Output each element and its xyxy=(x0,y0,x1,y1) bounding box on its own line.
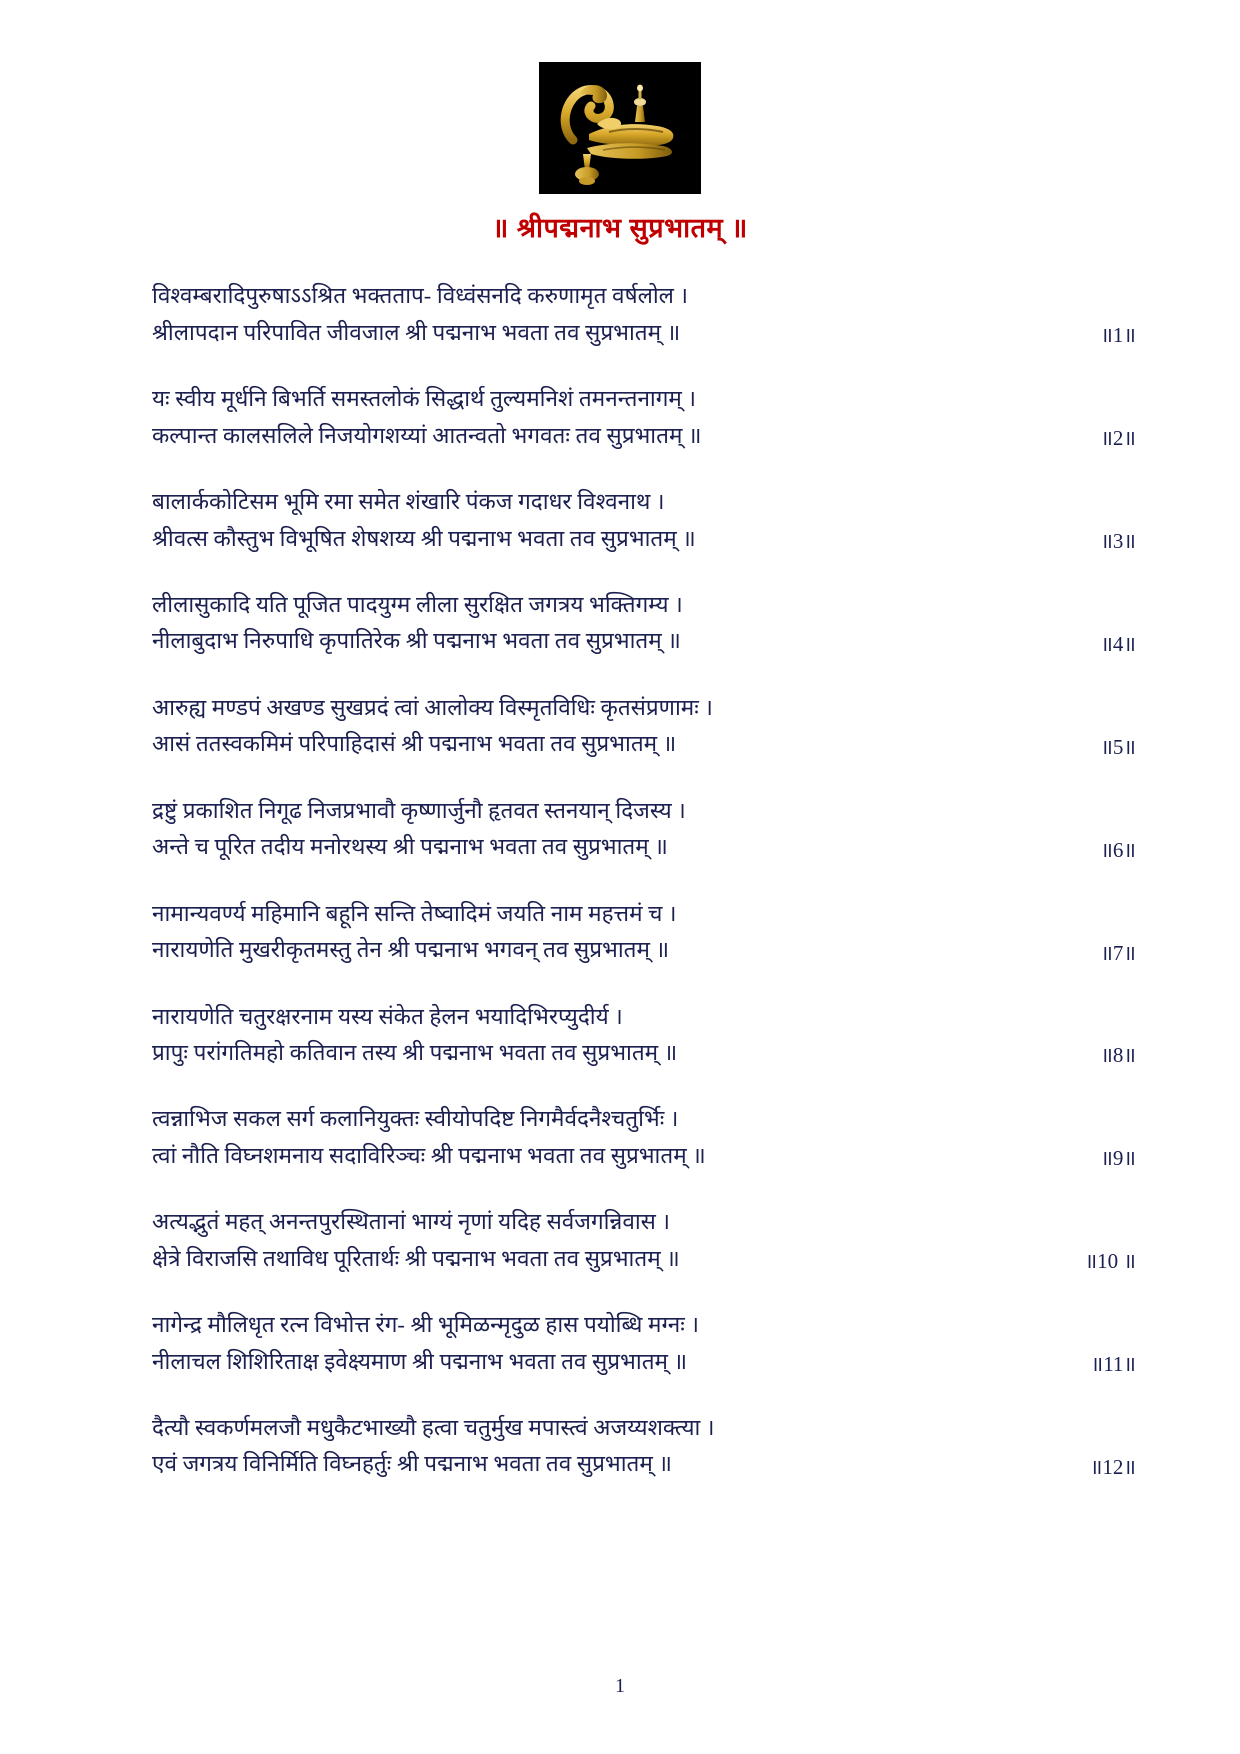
page-title: ॥ श्रीपद्मनाभ सुप्रभातम् ॥ xyxy=(492,213,748,243)
verse-line-2: एवं जगत्रय विनिर्मिति विघ्नहर्तुः श्री पद्मनाभ भवता तव सुप्रभातम् ॥ xyxy=(152,1451,672,1477)
verse-line-1: अत्यद्भुतं महत् अनन्तपुरस्थितानां भाग्यं नृणां यदिह सर्वजगन्निवास । xyxy=(152,1209,671,1235)
verse-line-1: आरुह्य मण्डपं अखण्ड सुखप्रदं त्वां आलोक्य विस्मृतविधिः कृतसंप्रणामः । xyxy=(152,694,713,720)
verse-number: ॥8॥ xyxy=(1100,1043,1136,1068)
verse-number: ॥11॥ xyxy=(1090,1352,1136,1377)
verse-item xyxy=(152,278,1136,351)
verse-line-2: नारायणेति मुखरीकृतमस्तु तेन श्री पद्मनाभ भगवन् तव सुप्रभातम् ॥ xyxy=(152,937,670,963)
verse-number: ॥4॥ xyxy=(1100,631,1136,656)
verse-line-2: आसं ततस्वकमिमं परिपाहिदासं श्री पद्मनाभ भवता तव सुप्रभातम् ॥ xyxy=(152,731,677,757)
verse-number: ॥1॥ xyxy=(1100,323,1136,348)
verse-line-2: क्षेत्रे विराजसि तथाविध पूरितार्थः श्री पद्मनाभ भवता तव सुप्रभातम् ॥ xyxy=(152,1245,680,1271)
verse-number: ॥5॥ xyxy=(1100,734,1136,759)
verse-line-2: नीलाबुदाभ निरुपाधि कृपातिरेक श्री पद्मनाभ भवता तव सुप्रभातम् ॥ xyxy=(152,628,681,654)
verse-item xyxy=(152,896,1136,969)
padmanabha-deity-image xyxy=(539,62,701,194)
verse-line-1: द्रष्टुं प्रकाशित निगूढ निजप्रभावौ कृष्णार्जुनौ हृतवत स्तनयान् दिजस्य । xyxy=(152,797,686,823)
verse-item xyxy=(152,1204,1136,1277)
verse-number: ॥2॥ xyxy=(1100,426,1136,451)
verse-line-1: नागेन्द्र मौलिधृत रत्न विभोत्त रंग- श्री भूमिळन्मृदुळ हास पयोब्धि मग्नः । xyxy=(152,1312,699,1338)
verse-line-1: त्वन्नाभिज सकल सर्ग कलानियुक्तः स्वीयोपदिष्ट निगमैर्वदनैश्चतुर्भिः । xyxy=(152,1106,679,1132)
verse-list xyxy=(0,278,1240,1483)
verse-line-1: बालार्ककोटिसम भूमि रमा समेत शंखारि पंकज गदाधर विश्वनाथ । xyxy=(152,489,665,515)
verse-item xyxy=(152,999,1136,1072)
verse-item xyxy=(152,1410,1136,1483)
verse-line-1: नामान्यवर्ण्य महिमानि बहूनि सन्ति तेष्वादिमं जयति नाम महत्तमं च । xyxy=(152,900,677,926)
verse-number: ॥6॥ xyxy=(1100,837,1136,862)
verse-number: ॥3॥ xyxy=(1100,529,1136,554)
verse-number: ॥10 ॥ xyxy=(1084,1249,1136,1274)
verse-line-1: लीलासुकादि यति पूजित पादयुग्म लीला सुरक्षित जगत्रय भक्तिगम्य । xyxy=(152,592,683,618)
verse-line-1: नारायणेति चतुरक्षरनाम यस्य संकेत हेलन भयादिभिरप्युदीर्य । xyxy=(152,1003,623,1029)
verse-item xyxy=(152,690,1136,763)
verse-number: ॥9॥ xyxy=(1100,1146,1136,1171)
verse-number: ॥7॥ xyxy=(1100,940,1136,965)
verse-line-2: त्वां नौति विघ्नशमनाय सदाविरिञ्चः श्री पद्मनाभ भवता तव सुप्रभातम् ॥ xyxy=(152,1142,706,1168)
verse-line-2: कल्पान्त कालसलिले निजयोगशय्यां आतन्वतो भगवतः तव सुप्रभातम् ॥ xyxy=(152,422,702,448)
verse-line-2: श्रीवत्स कौस्तुभ विभूषित शेषशय्य श्री पद्मनाभ भवता तव सुप्रभातम् ॥ xyxy=(152,525,696,551)
deity-image-container xyxy=(0,0,1240,194)
verse-item xyxy=(152,484,1136,557)
verse-line-1: यः स्वीय मूर्धनि बिभर्ति समस्तलोकं सिद्धार्थ तुल्यमनिशं तमनन्तनागम् । xyxy=(152,386,697,412)
verse-item xyxy=(152,1101,1136,1174)
verse-number: ॥12॥ xyxy=(1089,1454,1136,1479)
verse-line-2: श्रीलापदान परिपावित जीवजाल श्री पद्मनाभ भवता तव सुप्रभातम् ॥ xyxy=(152,319,681,345)
verse-line-2: नीलाचल शिशिरिताक्ष इवेक्ष्यमाण श्री पद्मनाभ भवता तव सुप्रभातम् ॥ xyxy=(152,1348,688,1374)
verse-item xyxy=(152,587,1136,660)
page-number: 1 xyxy=(615,1675,625,1697)
verse-line-2: प्रापुः परांगतिमहो कतिवान तस्य श्री पद्मनाभ भवता तव सुप्रभातम् ॥ xyxy=(152,1039,678,1065)
verse-line-1: दैत्यौ स्वकर्णमलजौ मधुकैटभाख्यौ हत्वा चतुर्मुख मपास्त्वं अजय्यशक्त्या । xyxy=(152,1415,715,1441)
verse-item xyxy=(152,793,1136,866)
verse-item xyxy=(152,381,1136,454)
verse-line-1: विश्वम्बरादिपुरुषाऽऽश्रित भक्तताप- विध्वंसनदि करुणामृत वर्षलोल । xyxy=(152,283,689,309)
verse-item xyxy=(152,1307,1136,1380)
verse-line-2: अन्ते च पूरित तदीय मनोरथस्य श्री पद्मनाभ भवता तव सुप्रभातम् ॥ xyxy=(152,834,668,860)
